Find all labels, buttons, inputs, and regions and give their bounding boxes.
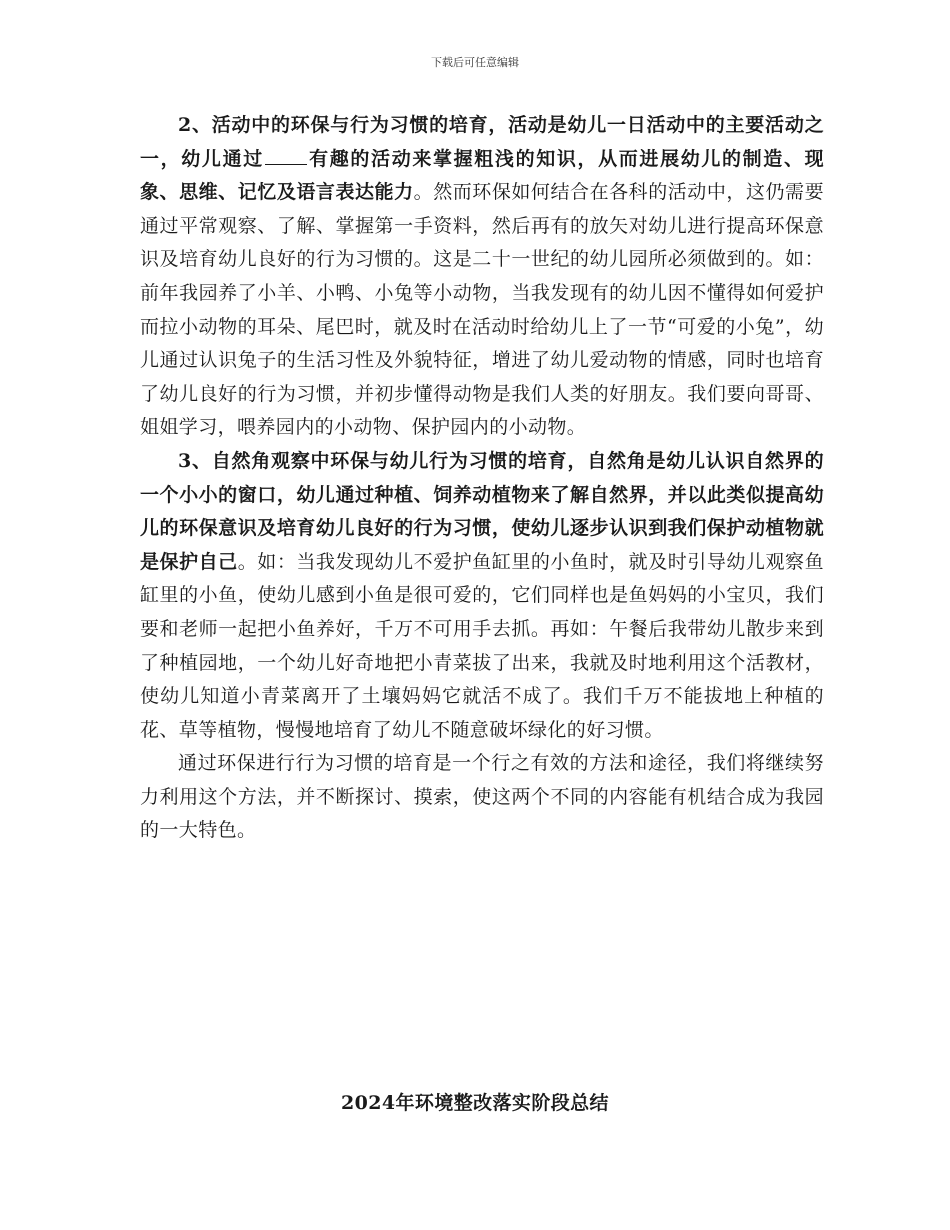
paragraph-conclusion <box>140 747 824 848</box>
page-header: 下载后可任意编辑 <box>431 56 519 69</box>
paragraph-text: 。如：当我发现幼儿不爱护鱼缸里的小鱼时，就及时引导幼儿观察鱼缸里的小鱼，使幼儿感到小鱼是很可爱的，它们同样也是鱼妈妈的小宝贝，我们要和老师一起把小鱼养好，千万不可用手去抓。再如：午餐后我带幼儿散步来到了种植园地，一个幼儿好奇地把小青菜拔了出来，我就及时地利用这个活教材，使幼儿知道小青菜离开了土壤妈妈它就活不成了。我们千万不能拔地上种植的花、草等植物，慢慢地培育了幼儿不随意破坏绿化的好习惯。 <box>140 550 824 741</box>
section-title: 2024年环境整改落实阶段总结 <box>341 1092 609 1114</box>
paragraph-activities <box>140 109 824 445</box>
paragraph-text: 。然而环保如何结合在各科的活动中，这仍需要通过平常观察、了解、掌握第一手资料，然后再有的放矢对幼儿进行提高环保意识及培育幼儿良好的行为习惯的。这是二十一世纪的幼儿园所必须做到的。如：前年我园养了小羊、小鸭、小兔等小动物，当我发现有的幼儿因不懂得如何爱护而拉小动物的耳朵、尾巴时，就及时在活动时给幼儿上了一节“可爱的小兔”，幼儿通过认识兔子的生活习性及外貌特征，增进了幼儿爱动物的情感，同时也培育了幼儿良好的行为习惯，并初步懂得动物是我们人类的好朋友。我们要向哥哥、姐姐学习，喂养园内的小动物、保护园内的小动物。 <box>140 181 824 439</box>
fill-in-blank <box>265 146 307 165</box>
paragraph-bold-text: 有趣的活动来掌握粗浅的知识，从而进展幼儿的制造、现象、思维、记忆及语言表达能力 <box>140 147 824 204</box>
paragraph-bold-text: 3、自然角观察中环保与幼儿行为习惯的培育，自然角是幼儿认识自然界的一个小小的窗口，幼儿通过种植、饲养动植物来了解自然界，并以此类似提高幼儿的环保意识及培育幼儿良好的行为习惯，使幼儿逐步认识到我们保护动植物就是保护自己 <box>140 449 824 573</box>
paragraph-nature-corner <box>140 445 824 747</box>
paragraph-bold-text: 2、活动中的环保与行为习惯的培育，活动是幼儿一日活动中的主要活动之一，幼儿通过 <box>140 114 824 170</box>
document-body <box>140 109 824 848</box>
paragraph-text: 通过环保进行行为习惯的培育是一个行之有效的方法和途径，我们将继续努力利用这个方法，并不断探讨、摸索，使这两个不同的内容能有机结合成为我园的一大特色。 <box>140 752 824 842</box>
